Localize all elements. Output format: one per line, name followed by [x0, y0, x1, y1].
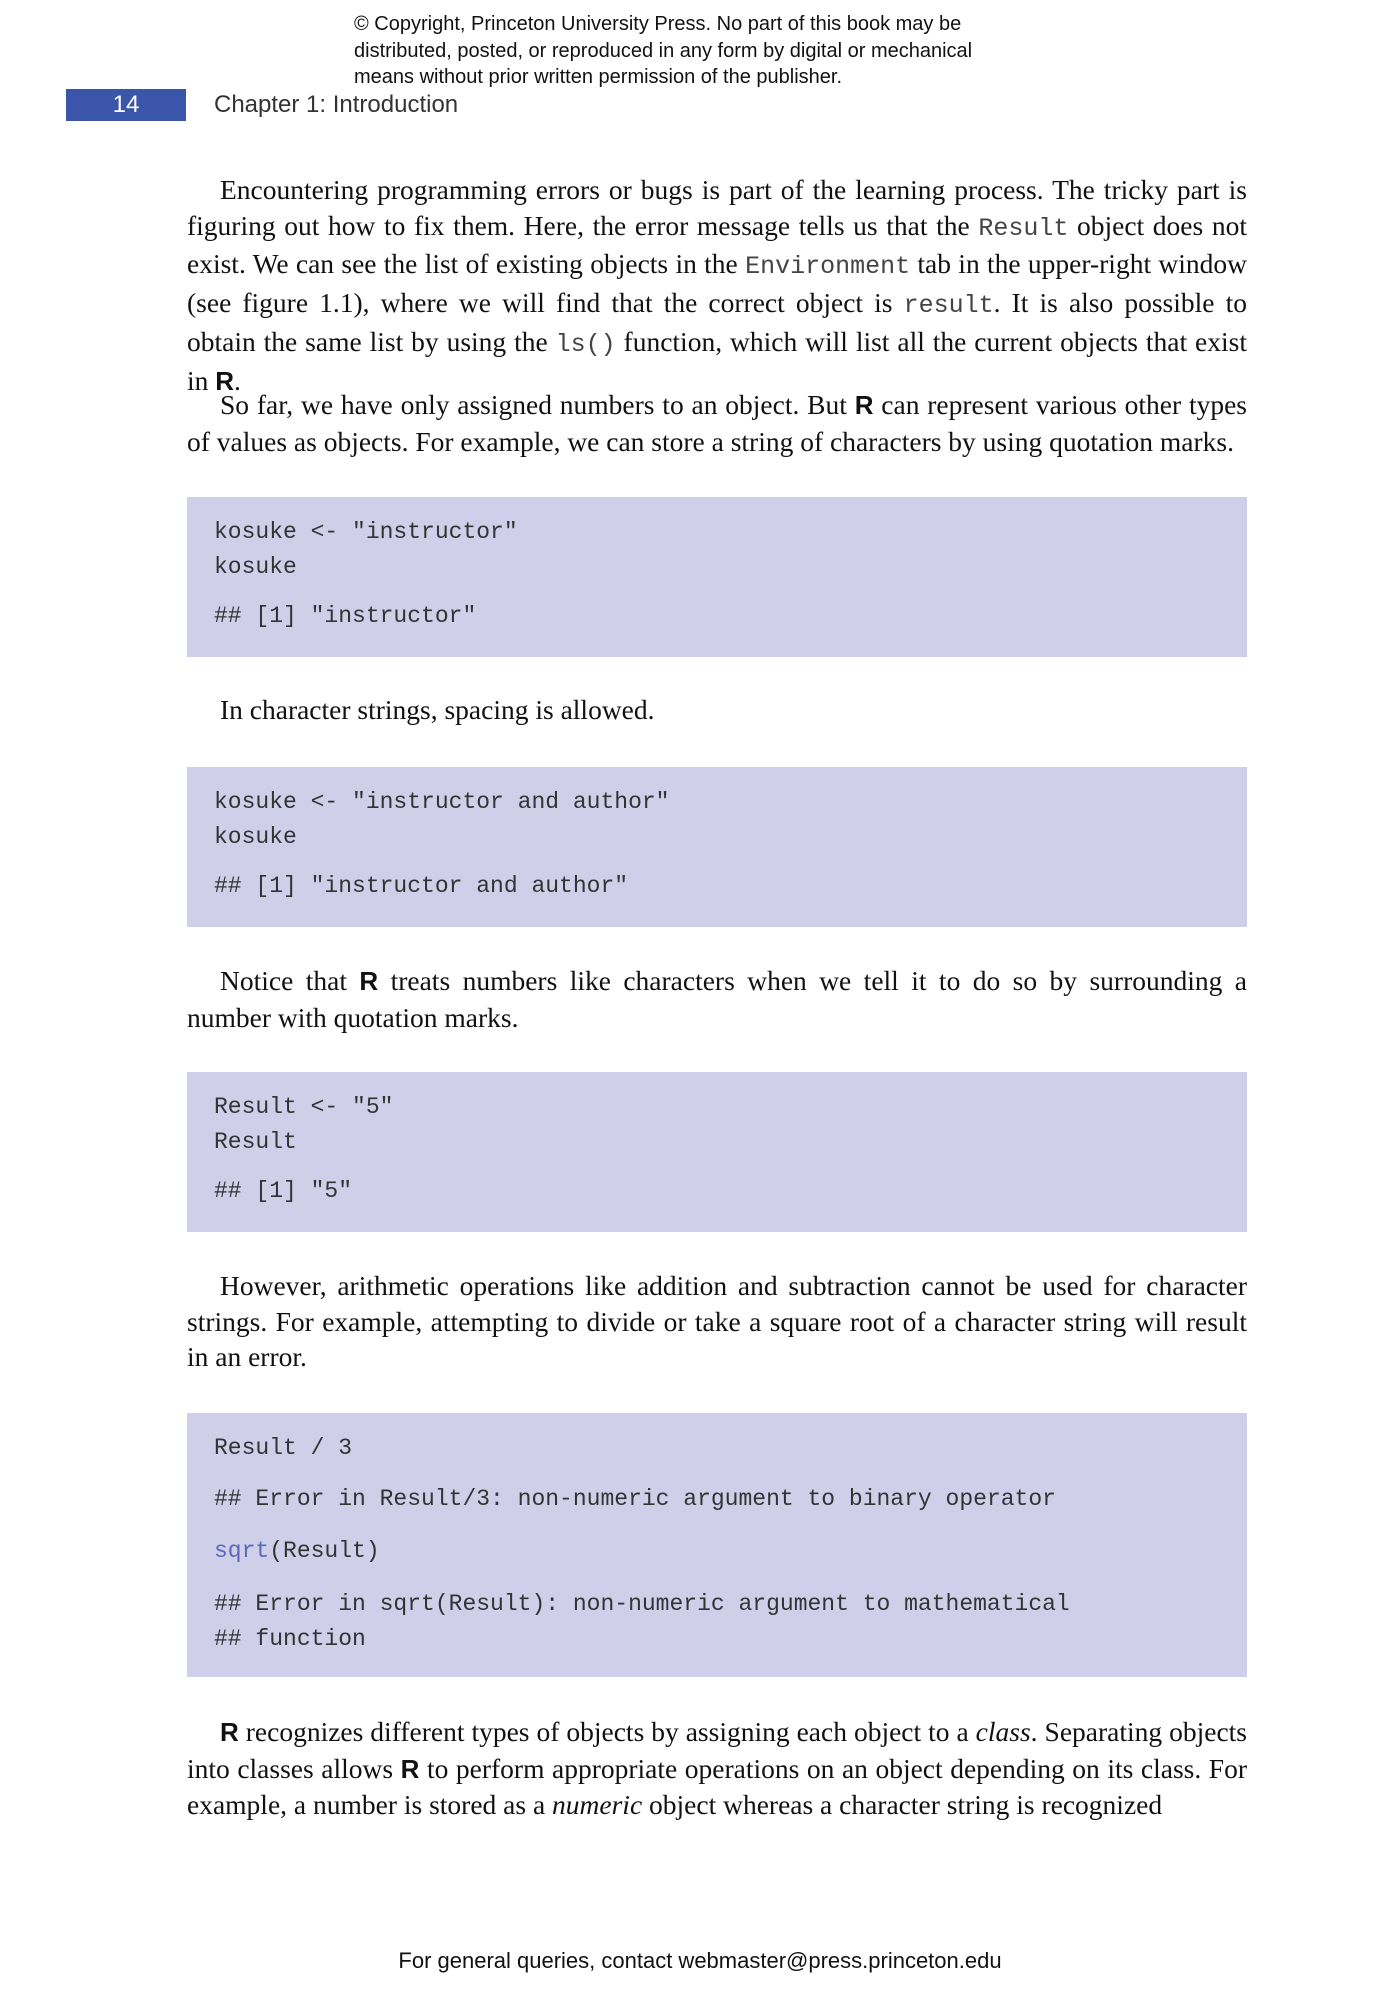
paragraph-numbers-as-characters — [187, 963, 1247, 1035]
running-head: Chapter 1: Introduction — [214, 91, 459, 118]
text: However, arithmetic operations like addition and subtraction cannot be used for character strings. For example, attempting to divide or take a square root of a character string will result in an error. — [187, 1270, 1247, 1373]
code-line: Result <- "5" — [214, 1094, 394, 1120]
code-line: kosuke — [214, 824, 297, 850]
text: . It is also possible to obtain the same list by using the — [187, 287, 1247, 357]
code-output: ## Error in Result/3: non-numeric argument to binary operator — [214, 1486, 1056, 1512]
r-logo-text: R — [215, 365, 235, 396]
text: can represent various other types of values as objects. For example, we can store a string of characters by using quotation marks. — [187, 389, 1247, 457]
paragraph-classes — [187, 1714, 1247, 1823]
r-logo-text: R — [359, 966, 379, 996]
text: object whereas a character string is recognized — [642, 1789, 1163, 1821]
copyright-line: © Copyright, Princeton University Press. No part of this book may be — [354, 13, 962, 35]
emphasis: class — [975, 1716, 1031, 1747]
code-line: kosuke — [214, 554, 297, 580]
code-block-3 — [187, 1072, 1247, 1232]
text: Encountering programming errors or bugs is part of the learning process. The tricky part is figuring out how to fix them. Here, the error message tells us that the — [187, 174, 1247, 241]
code-line: Result / 3 — [214, 1435, 353, 1461]
r-logo-text: R — [220, 1717, 239, 1747]
code-output: ## [1] "instructor" — [214, 603, 477, 629]
inline-code: Result — [978, 213, 1069, 243]
paragraph-strings-intro — [187, 387, 1247, 459]
text: treats numbers like characters when we tell it to do so by surrounding a number with quotation marks. — [187, 965, 1247, 1033]
code-line — [214, 1536, 380, 1566]
code-output: ## [1] "5" — [214, 1178, 353, 1204]
code-line: Result — [214, 1129, 297, 1155]
inline-code: ls() — [555, 329, 616, 359]
code-line: kosuke <- "instructor" — [214, 519, 518, 545]
page-number: 14 — [66, 89, 186, 121]
emphasis: numeric — [552, 1789, 643, 1821]
code-output: ## [1] "instructor and author" — [214, 873, 629, 899]
footer-contact: For general queries, contact webmaster@press.princeton.edu — [398, 1948, 1002, 1973]
text: Notice that — [220, 965, 360, 996]
text: In character strings, spacing is allowed. — [220, 694, 655, 725]
code-output: ## Error in sqrt(Result): non-numeric argument to mathematical — [214, 1591, 1070, 1617]
text: object does not exist. We can see the list of existing objects in the — [187, 209, 1247, 280]
paragraph-spacing — [187, 692, 1247, 728]
copyright-line: distributed, posted, or reproduced in any form by digital or mechanical — [354, 39, 973, 62]
copyright-line: means without prior written permission of the publisher. — [354, 66, 843, 88]
paragraph-error-explanation — [187, 172, 1247, 399]
inline-code: Environment — [745, 252, 911, 282]
copyright-notice — [354, 11, 1114, 91]
code-block-2 — [187, 767, 1247, 927]
code-block-4 — [187, 1413, 1247, 1677]
code-output: ## function — [214, 1626, 366, 1652]
r-logo-text: R — [400, 1753, 420, 1784]
code-line: kosuke <- "instructor and author" — [214, 789, 670, 815]
code-block-1 — [187, 497, 1247, 657]
text: recognizes different types of objects by assigning each object to a — [238, 1716, 976, 1747]
text: So far, we have only assigned numbers to an object. But — [220, 389, 855, 420]
function-name: sqrt — [214, 1538, 270, 1564]
text: . — [234, 364, 241, 396]
text: . Separating objects into classes allows — [187, 1716, 1247, 1784]
text: function, which will list all the current objects that exist in — [187, 325, 1247, 396]
text: to perform appropriate operations on an object depending on its class. For example, a number is stored as a — [187, 1752, 1247, 1821]
code-args: (Result) — [269, 1538, 380, 1564]
paragraph-arithmetic — [187, 1268, 1247, 1375]
inline-code: result — [903, 291, 994, 321]
r-logo-text: R — [854, 390, 874, 420]
text: tab in the upper-right window (see figure 1.1), where we will find that the correct object is — [187, 248, 1247, 319]
